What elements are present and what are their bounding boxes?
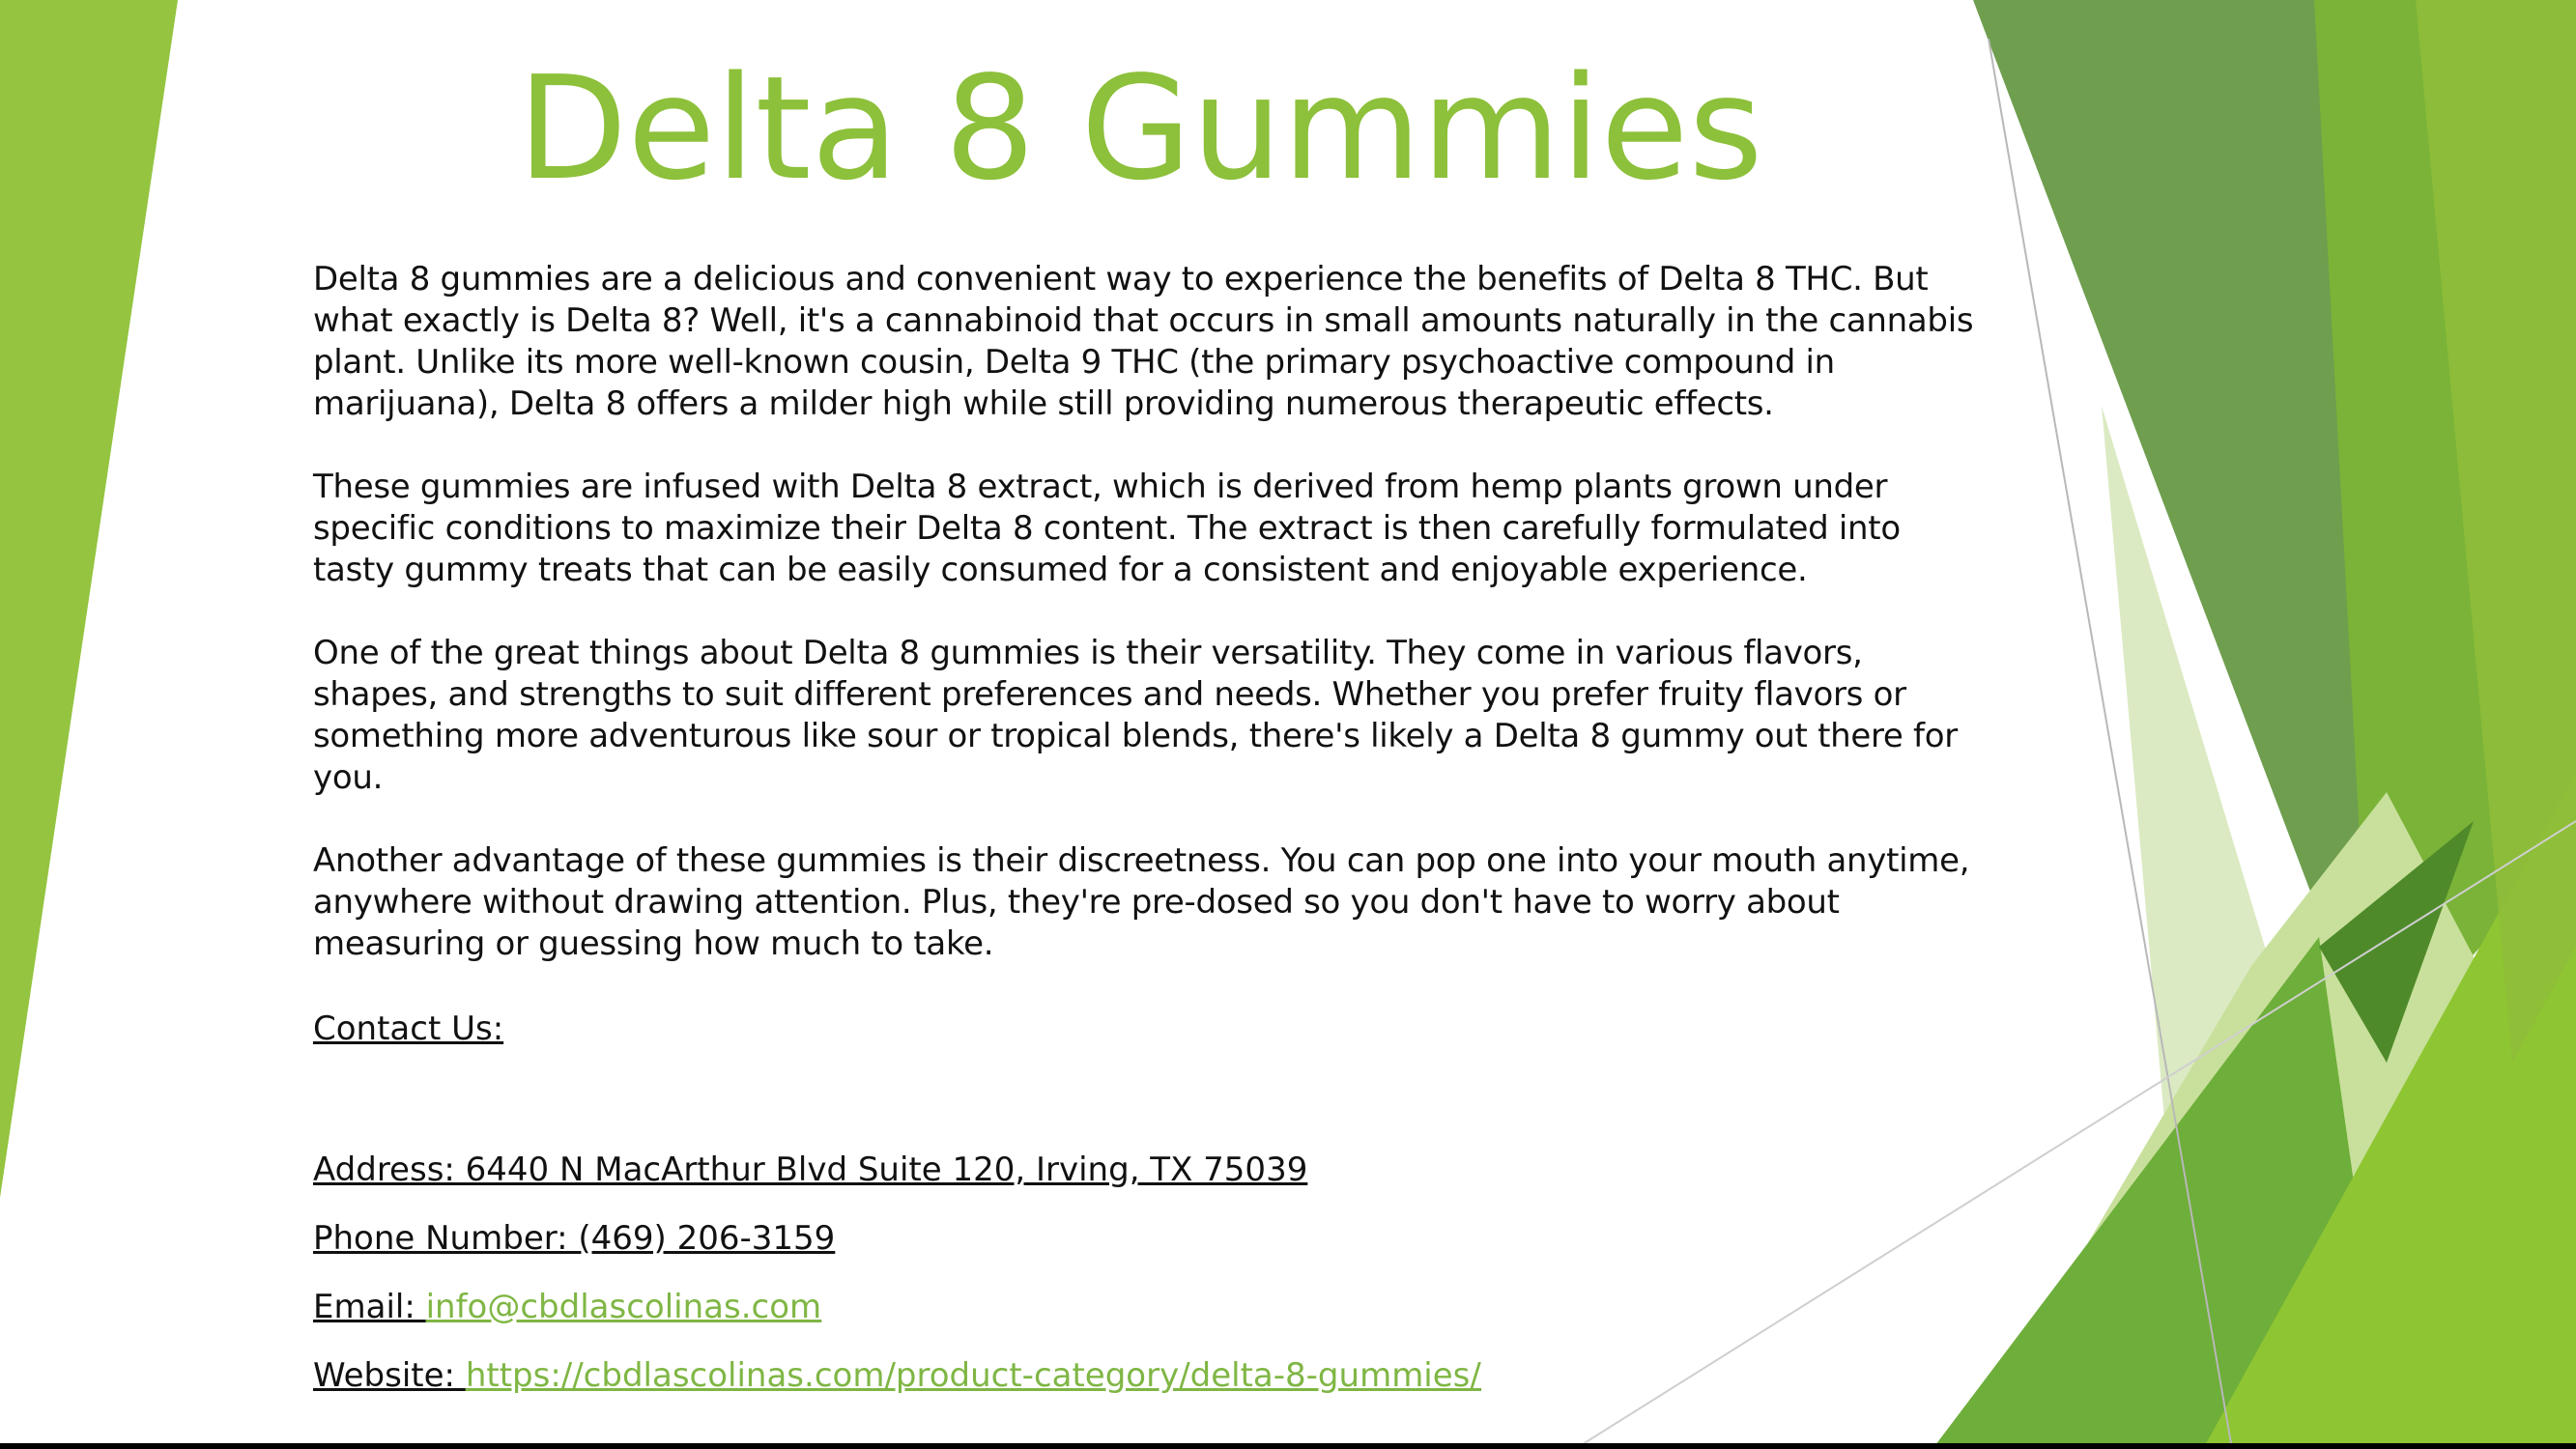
email-label: Email:	[313, 1288, 426, 1326]
body-text	[313, 259, 1975, 1007]
email-link[interactable]: info@cbdlascolinas.com	[425, 1288, 822, 1326]
slide-title: Delta 8 Gummies	[517, 45, 1763, 212]
contact-address: Address: 6440 N MacArthur Blvd Suite 120, Irving, TX 75039	[313, 1151, 1308, 1189]
website-label: Website:	[313, 1356, 466, 1395]
paragraph-versatility: One of the great things about Delta 8 gummies is their versatility. They come in various flavors, shapes, and strengths to suit different preferences and needs. Whether you prefer fruity flavors or something more adventurous like sour or tropical blends, there's likely a Delta 8 gummy out there for you.	[313, 634, 1958, 797]
paragraph-extract: These gummies are infused with Delta 8 extract, which is derived from hemp plants grown under specific conditions to maximize their Delta 8 content. The extract is then carefully formulated into tasty gummy treats that can be easily consumed for a consistent and enjoyable experience.	[313, 468, 1901, 589]
paragraph-intro: Delta 8 gummies are a delicious and convenient way to experience the benefits of Delta 8 THC. But what exactly is Delta 8? Well, it's a cannabinoid that occurs in small amounts naturally in the cannabis plant. Unlike its more well-known cousin, Delta 9 THC (the primary psychoactive compound in marijuana), Delta 8 offers a milder high while still providing numerous therapeutic effects.	[313, 260, 1974, 423]
contact-phone: Phone Number: (469) 206-3159	[313, 1219, 836, 1258]
paragraph-discreetness: Another advantage of these gummies is their discreetness. You can pop one into your mouth anytime, anywhere without drawing attention. Plus, they're pre-dosed so you don't have to worry about measuring or guessing how much to take.	[313, 841, 1970, 963]
contact-email-line	[313, 1287, 821, 1328]
contact-website-line	[313, 1355, 1481, 1397]
contact-heading: Contact Us:	[313, 1009, 504, 1048]
website-link[interactable]: https://cbdlascolinas.com/product-category/delta-8-gummies/	[465, 1356, 1481, 1395]
bottom-border	[0, 1443, 2576, 1449]
